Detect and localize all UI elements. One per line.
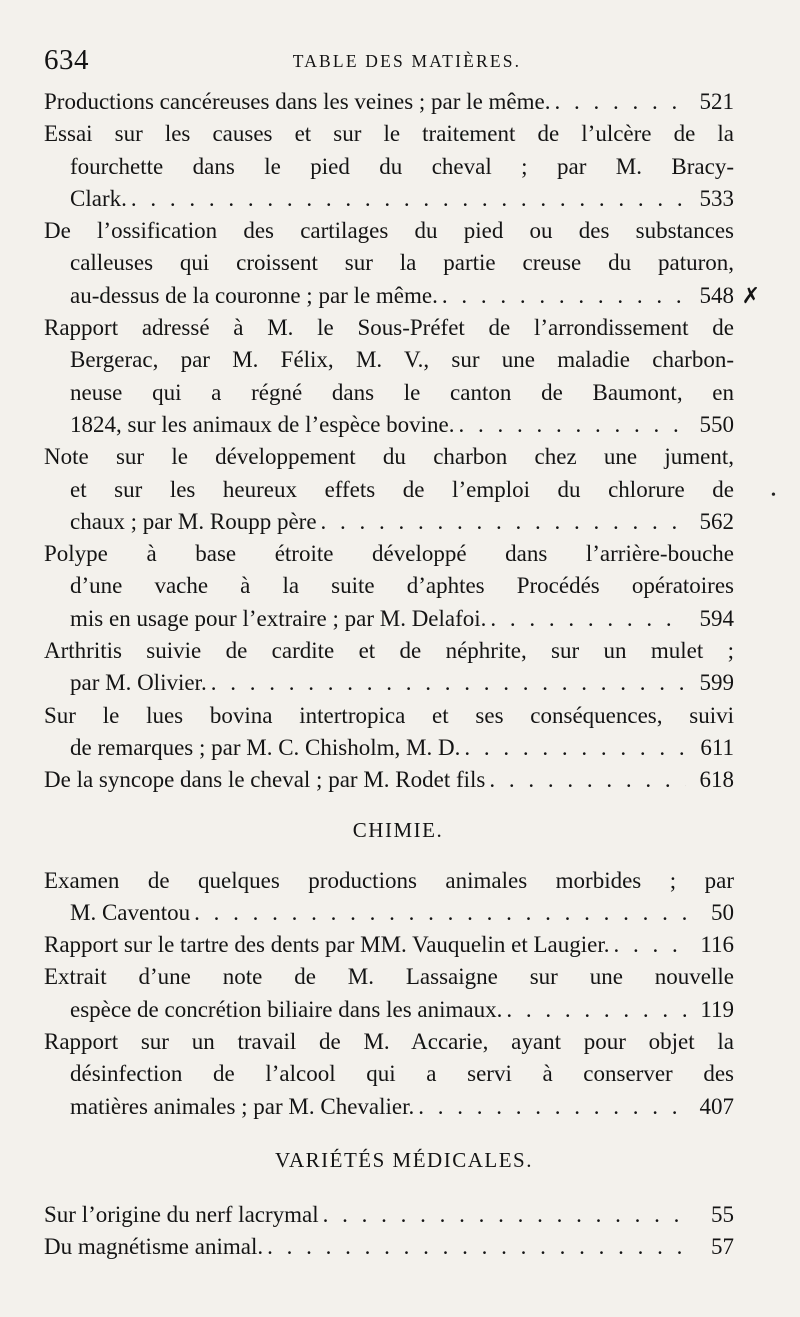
toc-entry-line xyxy=(44,1091,734,1123)
toc-entry-text: par M. Olivier. xyxy=(70,670,207,696)
toc-entry-text: De la syncope dans le cheval ; par M. Rodet fils xyxy=(44,767,486,793)
toc-entry-line xyxy=(44,1199,734,1231)
toc-entry xyxy=(44,118,734,215)
toc-entry xyxy=(44,961,734,1026)
page-number: 634 xyxy=(44,44,89,76)
toc-page-number: 119 xyxy=(700,996,734,1022)
leader-dots xyxy=(194,897,686,929)
toc-entries-varietes xyxy=(44,1199,734,1264)
toc-page-number: 562 xyxy=(699,508,734,534)
toc-entry-line: Sur le lues bovina intertropica et ses conséquences, suivi xyxy=(44,702,734,728)
toc-entry-line: et sur les heureux effets de l’emploi du chlorure de xyxy=(70,476,734,502)
toc-page-number: 57 xyxy=(711,1234,734,1260)
leader-dots xyxy=(211,667,686,699)
toc-entry-line xyxy=(44,1231,734,1263)
toc-page-number: 521 xyxy=(699,89,734,114)
toc-entry-line: fourchette dans le pied du cheval ; par M. Bracy- xyxy=(70,153,734,179)
toc-entry xyxy=(44,635,734,700)
toc-entry-line: désinfection de l’alcool qui a servi à conserver des xyxy=(70,1061,734,1087)
toc-entry-text: 1824, sur les animaux de l’espèce bovine. xyxy=(70,411,455,437)
leader-dots xyxy=(489,764,686,796)
toc-entry-line xyxy=(44,506,734,538)
toc-entry-line: neuse qui a régné dans le canton de Baumont, en xyxy=(70,379,734,405)
leader-dots xyxy=(442,280,686,312)
toc-entry-line xyxy=(44,86,734,118)
toc-entry-text: au-dessus de la couronne ; par le même. xyxy=(70,282,438,308)
toc-entry-line: Note sur le développement du charbon chez une jument, xyxy=(44,444,734,470)
page-header xyxy=(44,40,734,80)
leader-dots xyxy=(464,732,686,764)
leader-dots xyxy=(267,1231,686,1263)
toc-entry xyxy=(44,441,734,538)
leader-dots xyxy=(131,183,686,215)
toc-entry-line xyxy=(44,603,734,635)
toc-entry-line xyxy=(44,897,734,929)
toc-entry-line xyxy=(44,183,734,215)
toc-entry-line: Rapport adressé à M. le Sous-Préfet de l’arrondissement de xyxy=(44,315,734,341)
toc-entry-text: chaux ; par M. Roupp père xyxy=(70,508,317,534)
toc-page-number: 116 xyxy=(700,932,734,958)
toc-entry-text: mis en usage pour l’extraire ; par M. Delafoi. xyxy=(70,605,487,631)
leader-dots xyxy=(418,1091,686,1123)
toc-entry-line xyxy=(44,732,734,764)
toc-page-number: 594 xyxy=(699,605,734,631)
toc-entry xyxy=(44,1026,734,1123)
section-title-varietes: VARIÉTÉS MÉDICALES. xyxy=(275,1147,533,1172)
toc-entry-line xyxy=(44,409,734,441)
toc-entry-line xyxy=(44,667,734,699)
toc-entries-top xyxy=(44,86,760,797)
toc-entry xyxy=(44,929,734,961)
toc-page-number: 407 xyxy=(699,1093,734,1119)
toc-entry-text: Productions cancéreuses dans les veines ; par le même. xyxy=(44,89,551,114)
toc-entry-line: calleuses qui croissent sur la partie creuse du paturon, xyxy=(70,250,734,276)
toc-entry xyxy=(44,538,734,635)
toc-entry xyxy=(44,764,734,796)
leader-dots xyxy=(490,603,686,635)
toc-entry-line: Rapport sur un travail de M. Accarie, ayant pour objet la xyxy=(44,1029,734,1055)
running-head: TABLE DES MATIÈRES. xyxy=(292,51,522,71)
toc-entry xyxy=(44,865,734,930)
margin-mark: ✗ xyxy=(741,282,760,308)
leader-dots xyxy=(614,929,687,961)
toc-entry xyxy=(44,700,734,765)
toc-page-number: 618 xyxy=(699,767,734,793)
toc-entry-line: De l’ossification des cartilages du pied ou des substances xyxy=(44,218,734,244)
toc-entries-chimie xyxy=(44,865,734,1123)
toc-entry xyxy=(44,86,734,118)
toc-page-number: 550 xyxy=(699,411,734,437)
ink-speck: • xyxy=(771,488,776,503)
toc-entry-line: Polype à base étroite développé dans l’arrière-bouche xyxy=(44,541,734,567)
toc-page-number: 50 xyxy=(711,899,734,925)
toc-page-number: 548 xyxy=(699,282,734,308)
toc-entry-text: espèce de concrétion biliaire dans les animaux. xyxy=(70,996,503,1022)
toc-entry-line: d’une vache à la suite d’aphtes Procédés opératoires xyxy=(70,573,734,599)
toc-entry-text: Clark. xyxy=(70,185,127,211)
section-title-chimie: CHIMIE. xyxy=(352,817,444,842)
toc-page-number: 533 xyxy=(699,185,734,211)
leader-dots xyxy=(459,409,687,441)
toc-entry-line xyxy=(44,929,734,961)
toc-entry-line xyxy=(44,764,734,796)
leader-dots xyxy=(323,1199,686,1231)
toc-entry-text: Rapport sur le tartre des dents par MM. Vauquelin et Laugier. xyxy=(44,932,610,958)
toc-entry-text: M. Caventou xyxy=(70,899,191,925)
toc-entry xyxy=(44,312,734,441)
toc-page-number: 599 xyxy=(699,670,734,696)
toc-entry xyxy=(44,215,760,312)
toc-entry-text: de remarques ; par M. C. Chisholm, M. D. xyxy=(70,734,461,760)
leader-dots xyxy=(321,506,686,538)
toc-entry-line: Examen de quelques productions animales morbides ; par xyxy=(44,867,734,893)
toc-page-number: 611 xyxy=(700,734,734,760)
toc-entry-line: Essai sur les causes et sur le traitement de l’ulcère de la xyxy=(44,121,734,147)
toc-entry-text: matières animales ; par M. Chevalier. xyxy=(70,1093,415,1119)
leader-dots xyxy=(554,86,686,118)
leader-dots xyxy=(506,994,686,1026)
toc-entry xyxy=(44,1199,734,1231)
toc-entry-line: Bergerac, par M. Félix, M. V., sur une maladie charbon- xyxy=(70,347,734,373)
toc-entry-text: Du magnétisme animal. xyxy=(44,1234,264,1260)
toc-entry-line: Arthritis suivie de cardite et de néphrite, sur un mulet ; xyxy=(44,638,734,664)
toc-entry-text: Sur l’origine du nerf lacrymal xyxy=(44,1201,319,1227)
toc-entry-line xyxy=(44,994,734,1026)
toc-entry xyxy=(44,1231,734,1263)
toc-entry-line xyxy=(44,280,734,312)
toc-page-number: 55 xyxy=(711,1201,734,1227)
toc-entry-line: Extrait d’une note de M. Lassaigne sur une nouvelle xyxy=(44,964,734,990)
